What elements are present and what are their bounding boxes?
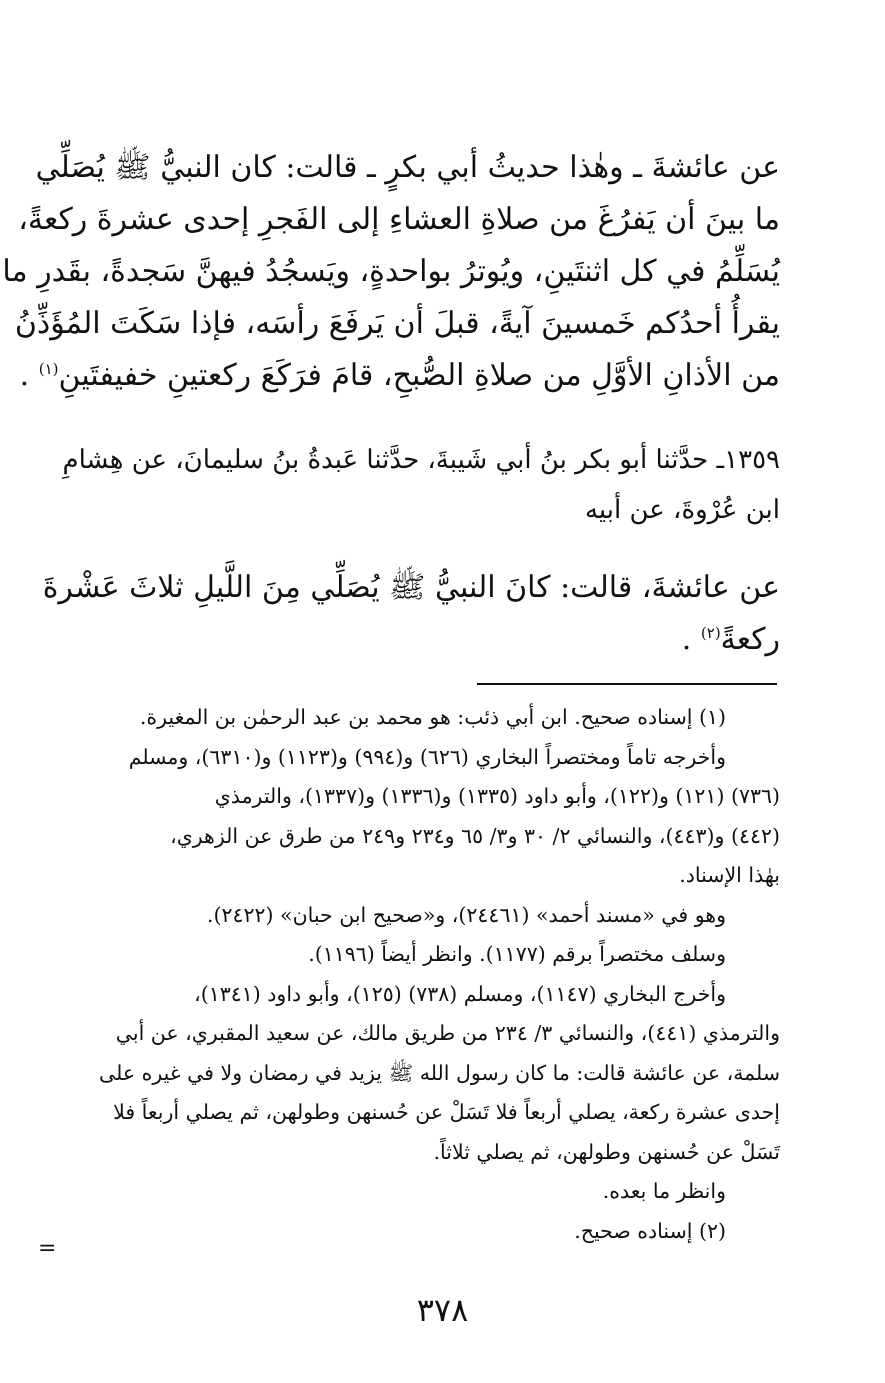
end-mark: .: [681, 622, 692, 657]
chain-line: ١٣٥٩ـ حدَّثنا أبو بكر بنُ أبي شَيبةَ، حدَّثنا عَبدةُ بنُ سليمانَ، عن هِشامِ: [62, 445, 780, 475]
footnote-line: والترمذي (٤٤١)، والنسائي ٣/ ٢٣٤ من طريق مالك، عن سعيد المقبري، عن أبي: [115, 1021, 780, 1045]
text-line: يُسَلِّمُ في كل اثنتَينِ، ويُوترُ بواحدةٍ، ويَسجُدُ فيهنَّ سَجدةً، بقَدرِ ما: [2, 254, 780, 289]
footnote-ref-1: (١): [38, 360, 59, 378]
footnote-ref-2: (٢): [700, 624, 721, 642]
hadith-text-1: [2, 142, 780, 402]
text-line: ما بينَ أن يَفرُغَ من صلاةِ العشاءِ إلى الفَجرِ إحدى عشرةَ ركعةً،: [18, 202, 780, 237]
text-line-content: من الأذانِ الأوَّلِ من صلاةِ الصُّبحِ، قامَ فرَكَعَ ركعتينِ خفيفتَينِ: [58, 358, 780, 393]
chain-line: ابن عُرْوةَ، عن أبيه: [584, 495, 780, 525]
text-line: يقرأُ أحدُكم خَمسينَ آيةً، قبلَ أن يَرفَعَ رأسَه، فإذا سَكَتَ المُؤَذِّنُ: [14, 306, 780, 341]
footnote-line: (٧٣٦) (١٢١) و(١٢٢)، وأبو داود (١٣٣٥) و(١٣٣٦) و(١٣٣٧)، والترمذي: [214, 784, 780, 808]
footnote-line: وانظر ما بعده.: [602, 1179, 726, 1203]
hadith-chain-1359: [58, 435, 780, 535]
footnote-line: وسلف مختصراً برقم (١١٧٧). وانظر أيضاً (١١٩٦).: [308, 942, 726, 966]
text-line: عن عائشةَ ـ وهٰذا حديثُ أبي بكرٍ ـ قالت: كان النبيُّ ﷺ يُصَلِّي: [35, 150, 780, 185]
text-line: عن عائشةَ، قالت: كانَ النبيُّ ﷺ يُصَلِّي مِنَ اللَّيلِ ثلاثَ عَشْرةَ: [42, 570, 780, 605]
footnotes: [58, 698, 780, 1251]
footnote-line: تَسَلْ عن حُسنهن وطولهن، ثم يصلي ثلاثاً.: [433, 1139, 780, 1164]
text-line-content: ركعةً: [720, 622, 780, 657]
page-number: ٣٧٨: [416, 1291, 469, 1329]
footnote-line: وأخرجه تاماً ومختصراً البخاري (٦٢٦) و(٩٩٤) و(١١٢٣) و(٦٣١٠)، ومسلم: [128, 744, 726, 769]
footnote-line: إحدى عشرة ركعة، يصلي أربعاً فلا تَسَلْ عن حُسنهن وطولهن، ثم يصلي أربعاً فلا: [113, 1100, 780, 1124]
footnote-line: (١) إسناده صحيح. ابن أبي ذئب: هو محمد بن عبد الرحمٰن بن المغيرة.: [139, 705, 726, 729]
footnote-line: (٤٤٢) و(٤٤٣)، والنسائي ٢/ ٣٠ و٣/ ٦٥ و٢٣٤ و٢٤٩ من طرق عن الزهري،: [170, 823, 780, 848]
text-line: [58, 614, 780, 666]
continuation-mark: =: [38, 1236, 57, 1261]
end-mark: .: [19, 358, 30, 393]
text-line: [19, 350, 780, 402]
footnote-line: سلمة، عن عائشة قالت: ما كان رسول الله ﷺ يزيد في رمضان ولا في غيره على: [99, 1060, 780, 1085]
hadith-text-2: [42, 562, 780, 666]
footnote-line: وأخرج البخاري (١١٤٧)، ومسلم (٧٣٨) (١٢٥)، وأبو داود (١٣٤١)،: [194, 981, 726, 1006]
footnote-line: وهو في «مسند أحمد» (٢٤٤٦١)، و«صحيح ابن حبان» (٢٤٢٢).: [206, 902, 726, 927]
footnote-line: (٢) إسناده صحيح.: [574, 1218, 726, 1243]
footnote-line: بهٰذا الإسناد.: [679, 863, 780, 887]
footnote-separator: [477, 683, 777, 685]
